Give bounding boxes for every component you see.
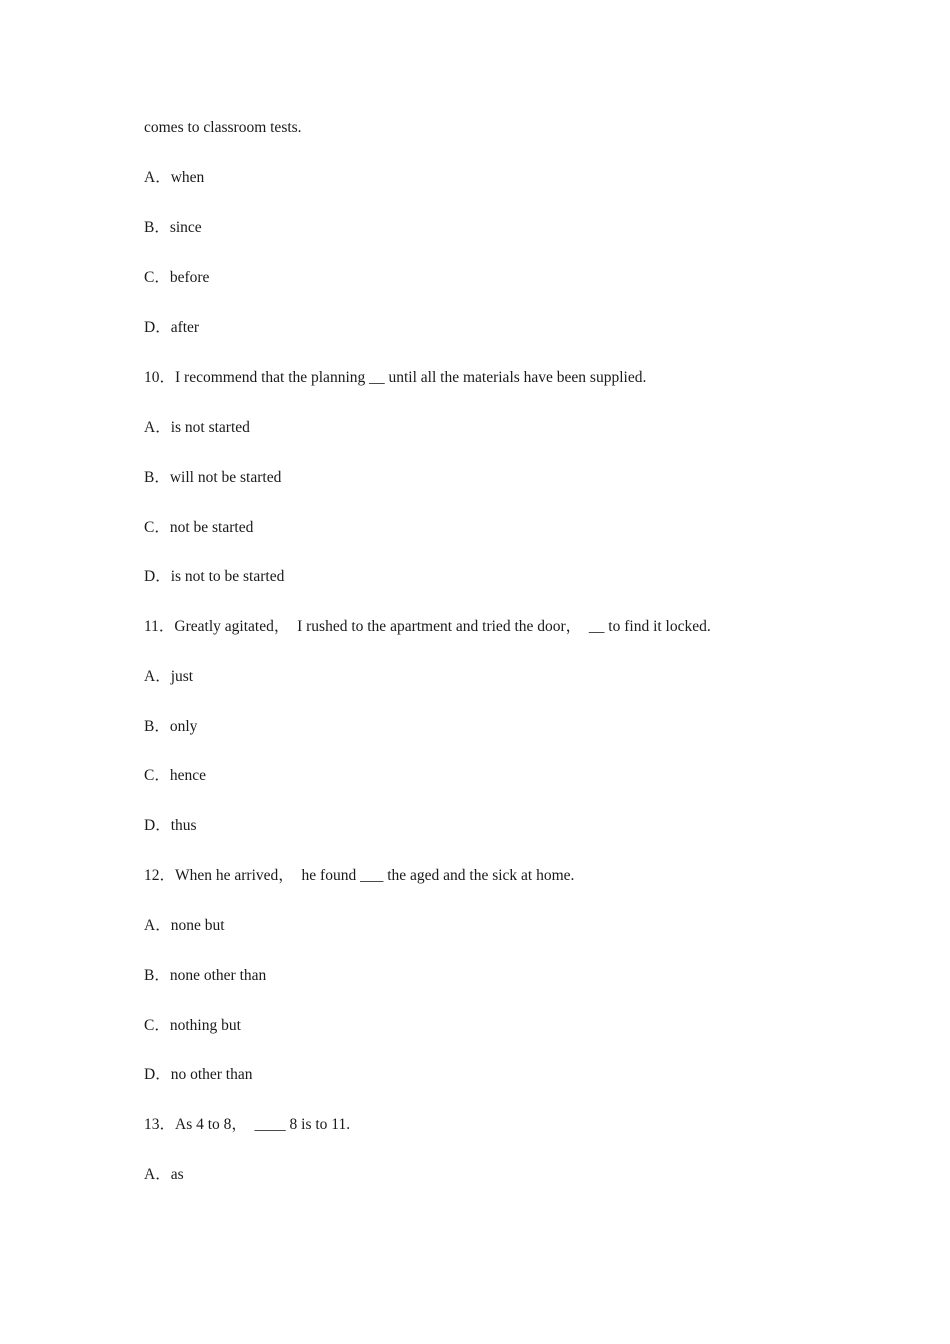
- q9-option-c: C．before: [144, 269, 210, 286]
- question-9-stem-continuation: comes to classroom tests.: [144, 119, 302, 136]
- q10-option-c: C．not be started: [144, 519, 254, 536]
- q12-option-d: D．no other than: [144, 1066, 253, 1083]
- q12-option-a: A．none but: [144, 917, 225, 934]
- q10-option-b: B．will not be started: [144, 469, 282, 486]
- q9-option-d: D．after: [144, 319, 200, 336]
- question-10-stem: 10．I recommend that the planning __ until all the materials have been supplied.: [144, 369, 647, 386]
- question-12-stem: 12．When he arrived， he found ___ the aged and the sick at home.: [144, 867, 575, 884]
- q12-option-c: C．nothing but: [144, 1017, 241, 1034]
- q11-option-c: C．hence: [144, 767, 206, 784]
- q9-option-b: B．since: [144, 219, 202, 236]
- q10-option-d: D．is not to be started: [144, 568, 285, 585]
- question-11-stem: 11．Greatly agitated， I rushed to the apartment and tried the door， __ to find it locked.: [144, 618, 711, 635]
- q11-option-a: A．just: [144, 668, 194, 685]
- q13-option-a: A．as: [144, 1166, 184, 1183]
- q9-option-a: A．when: [144, 169, 205, 186]
- q12-option-b: B．none other than: [144, 967, 267, 984]
- q10-option-a: A．is not started: [144, 419, 250, 436]
- q11-option-d: D．thus: [144, 817, 197, 834]
- q11-option-b: B．only: [144, 718, 198, 735]
- question-13-stem: 13．As 4 to 8， ____ 8 is to 11.: [144, 1116, 351, 1133]
